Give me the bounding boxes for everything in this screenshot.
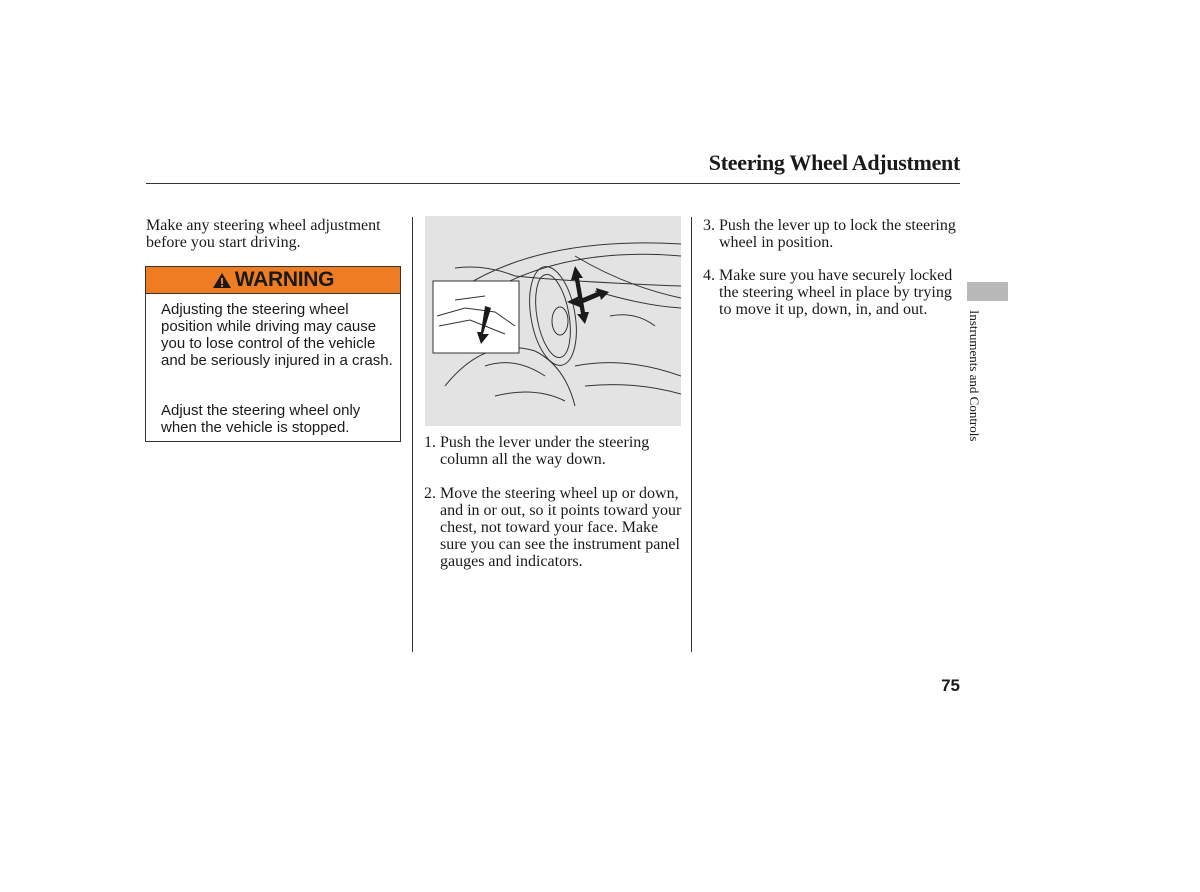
- step-text: Move the steering wheel up or down, and in or out, so it points toward your chest, not toward your face. Make sure you can see the instrument panel gauges and indicators.: [440, 485, 682, 570]
- intro-text: Make any steering wheel adjustment before you start driving.: [146, 217, 381, 251]
- step-text: Push the lever up to lock the steering wheel in position.: [719, 217, 956, 251]
- warning-box: [145, 266, 401, 442]
- warning-triangle-icon: [212, 272, 232, 289]
- step-number: 1.: [424, 434, 436, 451]
- column-divider: [412, 217, 413, 652]
- step-item: [703, 217, 963, 257]
- page-number: 75: [941, 676, 960, 695]
- step-item: [424, 485, 684, 595]
- step-number: 3.: [703, 217, 715, 234]
- warning-header: [146, 267, 400, 294]
- column-divider: [691, 217, 692, 652]
- section-tab-marker: [967, 282, 1008, 301]
- step-text: Make sure you have securely locked the steering wheel in place by trying to move it up, down, in, and out.: [719, 267, 953, 318]
- title-divider: [146, 183, 960, 184]
- step-number: 2.: [424, 485, 436, 502]
- step-text: Push the lever under the steering column all the way down.: [440, 434, 650, 468]
- warning-label: WARNING: [234, 268, 335, 291]
- warning-paragraph: Adjust the steering wheel only when the vehicle is stopped.: [161, 402, 361, 436]
- page-title: Steering Wheel Adjustment: [708, 150, 960, 175]
- step-item: [424, 434, 684, 474]
- step-number: 4.: [703, 267, 715, 284]
- steering-column-drawing: [425, 216, 681, 426]
- step-item: [703, 267, 963, 347]
- warning-paragraph: Adjusting the steering wheel position while driving may cause you to lose control of the vehicle and be seriously injured in a crash.: [161, 301, 393, 369]
- section-label: [960, 310, 990, 470]
- section-label-text: Instruments and Controls: [967, 310, 982, 442]
- steering-wheel-illustration: [425, 216, 681, 426]
